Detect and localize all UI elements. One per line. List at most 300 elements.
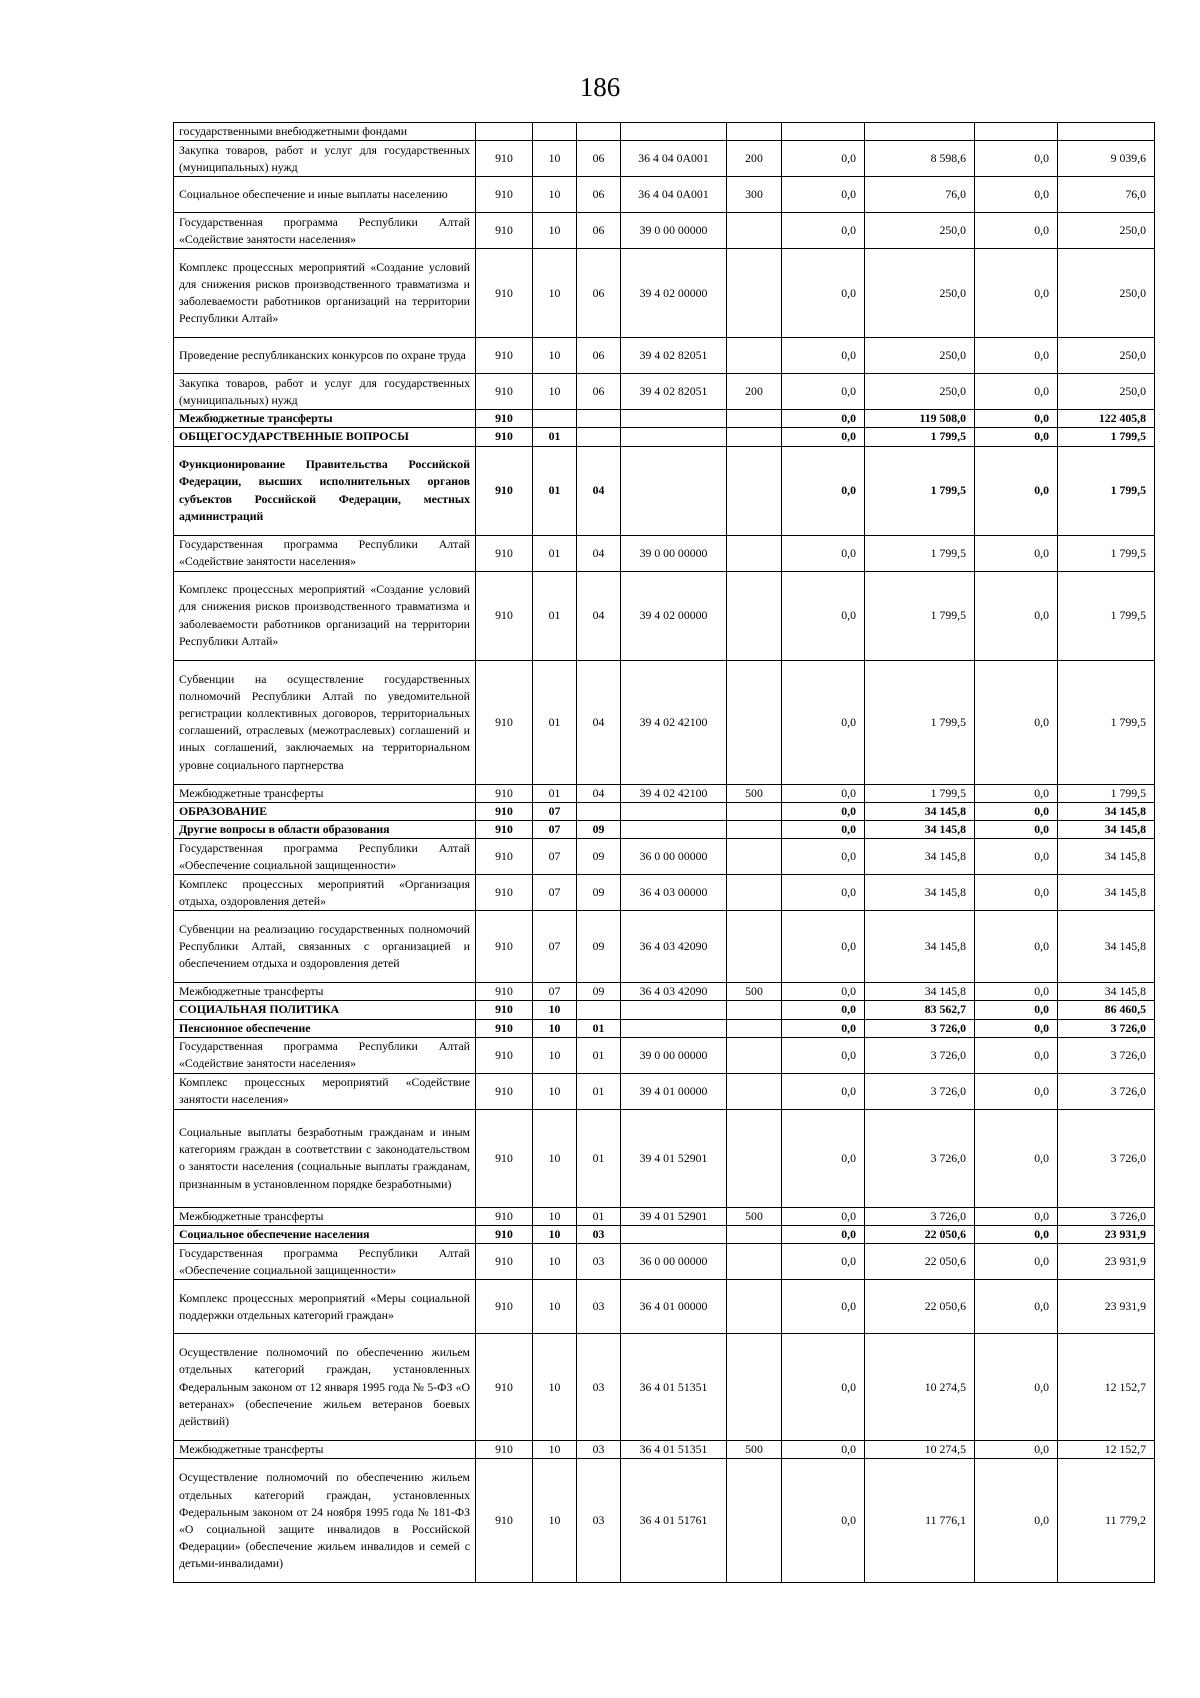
expense-type-cell: 500 bbox=[727, 983, 782, 1001]
target-article-cell: 36 4 03 42090 bbox=[621, 911, 727, 983]
amount-4-cell: 1 799,5 bbox=[1058, 660, 1155, 784]
subsection-code-cell: 04 bbox=[577, 446, 621, 535]
row-name-cell: Осуществление полномочий по обеспечению жильем отдельных категорий граждан, установленных Федеральным законом от 12 января 1995 года № 5-ФЗ «О ветеранах» (обеспечение жильем ветеранов боевых действий) bbox=[174, 1334, 476, 1441]
row-name-cell: Межбюджетные трансферты bbox=[174, 784, 476, 802]
expense-type-cell bbox=[727, 1037, 782, 1073]
amount-4-cell: 250,0 bbox=[1058, 338, 1155, 374]
amount-3-cell: 0,0 bbox=[975, 1244, 1058, 1280]
amount-2-cell: 34 145,8 bbox=[865, 839, 975, 875]
amount-1-cell: 0,0 bbox=[782, 446, 865, 535]
target-article-cell: 39 4 01 00000 bbox=[621, 1073, 727, 1109]
target-article-cell: 39 4 01 52901 bbox=[621, 1109, 727, 1207]
ministry-code-cell: 910 bbox=[476, 535, 533, 571]
amount-1-cell: 0,0 bbox=[782, 141, 865, 177]
row-name-cell: Комплекс процессных мероприятий «Организация отдыха, оздоровления детей» bbox=[174, 875, 476, 911]
ministry-code-cell: 910 bbox=[476, 428, 533, 446]
amount-3-cell: 0,0 bbox=[975, 141, 1058, 177]
table-row bbox=[174, 1037, 1155, 1073]
target-article-cell: 39 4 01 52901 bbox=[621, 1207, 727, 1225]
amount-2-cell: 1 799,5 bbox=[865, 446, 975, 535]
table-row bbox=[174, 123, 1155, 141]
row-name-cell: Государственная программа Республики Алтай «Обеспечение социальной защищенности» bbox=[174, 1244, 476, 1280]
amount-2-cell bbox=[865, 123, 975, 141]
expense-type-cell bbox=[727, 911, 782, 983]
target-article-cell: 36 0 00 00000 bbox=[621, 1244, 727, 1280]
expense-type-cell bbox=[727, 875, 782, 911]
amount-2-cell: 3 726,0 bbox=[865, 1073, 975, 1109]
target-article-cell: 39 4 02 42100 bbox=[621, 784, 727, 802]
section-code-cell: 10 bbox=[533, 1244, 577, 1280]
table-row bbox=[174, 911, 1155, 983]
row-name-cell: Другие вопросы в области образования bbox=[174, 821, 476, 839]
table-row bbox=[174, 1459, 1155, 1583]
row-name-cell: Социальное обеспечение населения bbox=[174, 1226, 476, 1244]
amount-2-cell: 1 799,5 bbox=[865, 535, 975, 571]
expense-type-cell bbox=[727, 1459, 782, 1583]
row-name-cell: Государственная программа Республики Алтай «Содействие занятости населения» bbox=[174, 535, 476, 571]
row-name-cell: Государственная программа Республики Алтай «Обеспечение социальной защищенности» bbox=[174, 839, 476, 875]
row-name-cell: Комплекс процессных мероприятий «Создание условий для снижения рисков производственного травматизма и заболеваемости работников организаций на территории Республики Алтай» bbox=[174, 571, 476, 660]
amount-3-cell: 0,0 bbox=[975, 428, 1058, 446]
amount-4-cell: 76,0 bbox=[1058, 177, 1155, 213]
section-code-cell: 10 bbox=[533, 1226, 577, 1244]
target-article-cell: 36 4 01 51351 bbox=[621, 1334, 727, 1441]
amount-4-cell: 3 726,0 bbox=[1058, 1037, 1155, 1073]
ministry-code-cell: 910 bbox=[476, 983, 533, 1001]
ministry-code-cell: 910 bbox=[476, 141, 533, 177]
amount-4-cell: 34 145,8 bbox=[1058, 802, 1155, 820]
table-row bbox=[174, 1226, 1155, 1244]
table-row bbox=[174, 1207, 1155, 1225]
ministry-code-cell: 910 bbox=[476, 177, 533, 213]
ministry-code-cell: 910 bbox=[476, 784, 533, 802]
table-body bbox=[174, 123, 1155, 1583]
target-article-cell: 39 0 00 00000 bbox=[621, 535, 727, 571]
target-article-cell bbox=[621, 410, 727, 428]
amount-3-cell: 0,0 bbox=[975, 410, 1058, 428]
ministry-code-cell: 910 bbox=[476, 249, 533, 338]
amount-2-cell: 3 726,0 bbox=[865, 1109, 975, 1207]
section-code-cell: 10 bbox=[533, 1037, 577, 1073]
subsection-code-cell: 06 bbox=[577, 338, 621, 374]
amount-1-cell: 0,0 bbox=[782, 1226, 865, 1244]
expense-type-cell bbox=[727, 1226, 782, 1244]
row-name-cell: Субвенции на осуществление государственных полномочий Республики Алтай по уведомительной регистрации коллективных договоров, территориальных соглашений, отраслевых (межотраслевых) соглашений и иных соглашений, заключаемых на территориальном уровне социального партнерства bbox=[174, 660, 476, 784]
amount-3-cell: 0,0 bbox=[975, 1226, 1058, 1244]
ministry-code-cell: 910 bbox=[476, 1459, 533, 1583]
amount-1-cell bbox=[782, 123, 865, 141]
amount-1-cell: 0,0 bbox=[782, 1459, 865, 1583]
section-code-cell: 07 bbox=[533, 983, 577, 1001]
subsection-code-cell bbox=[577, 410, 621, 428]
amount-2-cell: 22 050,6 bbox=[865, 1226, 975, 1244]
amount-3-cell: 0,0 bbox=[975, 1334, 1058, 1441]
amount-1-cell: 0,0 bbox=[782, 802, 865, 820]
amount-1-cell: 0,0 bbox=[782, 1207, 865, 1225]
amount-1-cell: 0,0 bbox=[782, 177, 865, 213]
subsection-code-cell: 01 bbox=[577, 1019, 621, 1037]
amount-3-cell: 0,0 bbox=[975, 1037, 1058, 1073]
section-code-cell: 01 bbox=[533, 446, 577, 535]
expense-type-cell bbox=[727, 839, 782, 875]
table-row bbox=[174, 141, 1155, 177]
amount-4-cell: 86 460,5 bbox=[1058, 1001, 1155, 1019]
expense-type-cell bbox=[727, 1109, 782, 1207]
amount-3-cell: 0,0 bbox=[975, 784, 1058, 802]
expense-type-cell bbox=[727, 571, 782, 660]
subsection-code-cell bbox=[577, 1001, 621, 1019]
subsection-code-cell: 06 bbox=[577, 374, 621, 410]
row-name-cell: Межбюджетные трансферты bbox=[174, 1207, 476, 1225]
section-code-cell: 10 bbox=[533, 1073, 577, 1109]
amount-3-cell: 0,0 bbox=[975, 821, 1058, 839]
ministry-code-cell: 910 bbox=[476, 338, 533, 374]
section-code-cell: 07 bbox=[533, 802, 577, 820]
amount-1-cell: 0,0 bbox=[782, 1019, 865, 1037]
amount-2-cell: 83 562,7 bbox=[865, 1001, 975, 1019]
amount-4-cell: 11 779,2 bbox=[1058, 1459, 1155, 1583]
amount-3-cell: 0,0 bbox=[975, 1073, 1058, 1109]
table-row bbox=[174, 177, 1155, 213]
subsection-code-cell: 06 bbox=[577, 177, 621, 213]
table-row bbox=[174, 374, 1155, 410]
target-article-cell: 36 4 03 42090 bbox=[621, 983, 727, 1001]
amount-4-cell: 3 726,0 bbox=[1058, 1073, 1155, 1109]
subsection-code-cell: 06 bbox=[577, 141, 621, 177]
target-article-cell bbox=[621, 821, 727, 839]
subsection-code-cell: 01 bbox=[577, 1037, 621, 1073]
amount-3-cell: 0,0 bbox=[975, 1441, 1058, 1459]
amount-4-cell: 34 145,8 bbox=[1058, 983, 1155, 1001]
amount-4-cell: 23 931,9 bbox=[1058, 1226, 1155, 1244]
section-code-cell: 07 bbox=[533, 821, 577, 839]
amount-4-cell: 1 799,5 bbox=[1058, 446, 1155, 535]
amount-2-cell: 11 776,1 bbox=[865, 1459, 975, 1583]
row-name-cell: Закупка товаров, работ и услуг для государственных (муниципальных) нужд bbox=[174, 374, 476, 410]
ministry-code-cell: 910 bbox=[476, 875, 533, 911]
row-name-cell: ОБРАЗОВАНИЕ bbox=[174, 802, 476, 820]
amount-2-cell: 250,0 bbox=[865, 249, 975, 338]
section-code-cell: 10 bbox=[533, 1280, 577, 1334]
amount-4-cell: 34 145,8 bbox=[1058, 839, 1155, 875]
expense-type-cell bbox=[727, 535, 782, 571]
section-code-cell: 10 bbox=[533, 1019, 577, 1037]
amount-1-cell: 0,0 bbox=[782, 535, 865, 571]
row-name-cell: Функционирование Правительства Российской Федерации, высших исполнительных органов субъектов Российской Федерации, местных администраций bbox=[174, 446, 476, 535]
amount-3-cell: 0,0 bbox=[975, 1109, 1058, 1207]
target-article-cell: 36 0 00 00000 bbox=[621, 839, 727, 875]
table-row bbox=[174, 1019, 1155, 1037]
amount-2-cell: 250,0 bbox=[865, 213, 975, 249]
ministry-code-cell: 910 bbox=[476, 821, 533, 839]
amount-2-cell: 10 274,5 bbox=[865, 1441, 975, 1459]
amount-4-cell: 23 931,9 bbox=[1058, 1244, 1155, 1280]
amount-3-cell: 0,0 bbox=[975, 1459, 1058, 1583]
table-row bbox=[174, 784, 1155, 802]
expense-type-cell bbox=[727, 821, 782, 839]
target-article-cell: 36 4 04 0А001 bbox=[621, 141, 727, 177]
expense-type-cell bbox=[727, 428, 782, 446]
amount-2-cell: 3 726,0 bbox=[865, 1207, 975, 1225]
section-code-cell: 10 bbox=[533, 177, 577, 213]
row-name-cell: Проведение республиканских конкурсов по охране труда bbox=[174, 338, 476, 374]
amount-2-cell: 34 145,8 bbox=[865, 983, 975, 1001]
amount-2-cell: 34 145,8 bbox=[865, 802, 975, 820]
amount-3-cell: 0,0 bbox=[975, 802, 1058, 820]
amount-1-cell: 0,0 bbox=[782, 821, 865, 839]
expense-type-cell: 500 bbox=[727, 1441, 782, 1459]
amount-2-cell: 1 799,5 bbox=[865, 571, 975, 660]
expense-type-cell: 300 bbox=[727, 177, 782, 213]
amount-3-cell: 0,0 bbox=[975, 213, 1058, 249]
section-code-cell: 10 bbox=[533, 1459, 577, 1583]
amount-4-cell: 34 145,8 bbox=[1058, 911, 1155, 983]
subsection-code-cell: 09 bbox=[577, 821, 621, 839]
ministry-code-cell: 910 bbox=[476, 213, 533, 249]
row-name-cell: Социальные выплаты безработным гражданам и иным категориям граждан в соответствии с законодательством о занятости населения (социальные выплаты гражданам, признанным в установленном порядке безработными) bbox=[174, 1109, 476, 1207]
section-code-cell: 10 bbox=[533, 1109, 577, 1207]
amount-4-cell: 1 799,5 bbox=[1058, 428, 1155, 446]
section-code-cell: 10 bbox=[533, 141, 577, 177]
ministry-code-cell: 910 bbox=[476, 1441, 533, 1459]
ministry-code-cell: 910 bbox=[476, 571, 533, 660]
ministry-code-cell: 910 bbox=[476, 911, 533, 983]
amount-1-cell: 0,0 bbox=[782, 784, 865, 802]
target-article-cell bbox=[621, 446, 727, 535]
table-row bbox=[174, 660, 1155, 784]
amount-4-cell: 12 152,7 bbox=[1058, 1441, 1155, 1459]
amount-3-cell: 0,0 bbox=[975, 1001, 1058, 1019]
target-article-cell: 36 4 01 51351 bbox=[621, 1441, 727, 1459]
row-name-cell: Комплекс процессных мероприятий «Создание условий для снижения рисков производственного травматизма и заболеваемости работников организаций на территории Республики Алтай» bbox=[174, 249, 476, 338]
section-code-cell: 10 bbox=[533, 1441, 577, 1459]
amount-1-cell: 0,0 bbox=[782, 839, 865, 875]
row-name-cell: ОБЩЕГОСУДАРСТВЕННЫЕ ВОПРОСЫ bbox=[174, 428, 476, 446]
section-code-cell: 10 bbox=[533, 1334, 577, 1441]
amount-4-cell: 34 145,8 bbox=[1058, 821, 1155, 839]
table-row bbox=[174, 875, 1155, 911]
row-name-cell: Комплекс процессных мероприятий «Содействие занятости населения» bbox=[174, 1073, 476, 1109]
target-article-cell bbox=[621, 123, 727, 141]
section-code-cell: 01 bbox=[533, 660, 577, 784]
ministry-code-cell: 910 bbox=[476, 1280, 533, 1334]
expense-type-cell bbox=[727, 1334, 782, 1441]
table-row bbox=[174, 1334, 1155, 1441]
amount-1-cell: 0,0 bbox=[782, 410, 865, 428]
ministry-code-cell: 910 bbox=[476, 1073, 533, 1109]
amount-2-cell: 8 598,6 bbox=[865, 141, 975, 177]
amount-2-cell: 22 050,6 bbox=[865, 1280, 975, 1334]
subsection-code-cell: 03 bbox=[577, 1280, 621, 1334]
amount-1-cell: 0,0 bbox=[782, 983, 865, 1001]
row-name-cell: Государственная программа Республики Алтай «Содействие занятости населения» bbox=[174, 213, 476, 249]
amount-1-cell: 0,0 bbox=[782, 213, 865, 249]
subsection-code-cell: 04 bbox=[577, 660, 621, 784]
target-article-cell: 36 4 03 00000 bbox=[621, 875, 727, 911]
amount-3-cell: 0,0 bbox=[975, 571, 1058, 660]
row-name-cell: государственными внебюджетными фондами bbox=[174, 123, 476, 141]
amount-2-cell: 22 050,6 bbox=[865, 1244, 975, 1280]
amount-3-cell: 0,0 bbox=[975, 338, 1058, 374]
expense-type-cell bbox=[727, 1280, 782, 1334]
subsection-code-cell: 03 bbox=[577, 1459, 621, 1583]
page-number: 186 bbox=[579, 72, 621, 102]
subsection-code-cell: 09 bbox=[577, 875, 621, 911]
target-article-cell: 36 4 04 0А001 bbox=[621, 177, 727, 213]
amount-4-cell: 12 152,7 bbox=[1058, 1334, 1155, 1441]
table-row bbox=[174, 839, 1155, 875]
row-name-cell: Субвенции на реализацию государственных полномочий Республики Алтай, связанных с организацией и обеспечением отдыха и оздоровления детей bbox=[174, 911, 476, 983]
amount-3-cell: 0,0 bbox=[975, 1019, 1058, 1037]
table-row bbox=[174, 249, 1155, 338]
amount-1-cell: 0,0 bbox=[782, 374, 865, 410]
subsection-code-cell: 06 bbox=[577, 249, 621, 338]
amount-3-cell: 0,0 bbox=[975, 875, 1058, 911]
target-article-cell: 36 4 01 51761 bbox=[621, 1459, 727, 1583]
subsection-code-cell: 04 bbox=[577, 535, 621, 571]
ministry-code-cell: 910 bbox=[476, 1244, 533, 1280]
amount-1-cell: 0,0 bbox=[782, 428, 865, 446]
table-row bbox=[174, 821, 1155, 839]
amount-2-cell: 1 799,5 bbox=[865, 428, 975, 446]
table-row bbox=[174, 802, 1155, 820]
target-article-cell bbox=[621, 1001, 727, 1019]
subsection-code-cell: 04 bbox=[577, 784, 621, 802]
row-name-cell: Пенсионное обеспечение bbox=[174, 1019, 476, 1037]
amount-3-cell: 0,0 bbox=[975, 177, 1058, 213]
expense-type-cell bbox=[727, 338, 782, 374]
ministry-code-cell bbox=[476, 123, 533, 141]
table-row bbox=[174, 428, 1155, 446]
amount-3-cell: 0,0 bbox=[975, 446, 1058, 535]
amount-3-cell: 0,0 bbox=[975, 1280, 1058, 1334]
amount-4-cell: 250,0 bbox=[1058, 374, 1155, 410]
ministry-code-cell: 910 bbox=[476, 1207, 533, 1225]
amount-4-cell bbox=[1058, 123, 1155, 141]
amount-2-cell: 250,0 bbox=[865, 374, 975, 410]
section-code-cell: 07 bbox=[533, 839, 577, 875]
expense-type-cell bbox=[727, 410, 782, 428]
section-code-cell: 10 bbox=[533, 374, 577, 410]
amount-2-cell: 10 274,5 bbox=[865, 1334, 975, 1441]
ministry-code-cell: 910 bbox=[476, 1109, 533, 1207]
table-row bbox=[174, 535, 1155, 571]
amount-3-cell bbox=[975, 123, 1058, 141]
amount-4-cell: 34 145,8 bbox=[1058, 875, 1155, 911]
target-article-cell bbox=[621, 1226, 727, 1244]
amount-4-cell: 23 931,9 bbox=[1058, 1280, 1155, 1334]
section-code-cell: 07 bbox=[533, 875, 577, 911]
amount-3-cell: 0,0 bbox=[975, 839, 1058, 875]
amount-1-cell: 0,0 bbox=[782, 1280, 865, 1334]
amount-4-cell: 3 726,0 bbox=[1058, 1109, 1155, 1207]
expense-type-cell bbox=[727, 446, 782, 535]
amount-3-cell: 0,0 bbox=[975, 660, 1058, 784]
ministry-code-cell: 910 bbox=[476, 1226, 533, 1244]
amount-2-cell: 34 145,8 bbox=[865, 911, 975, 983]
amount-3-cell: 0,0 bbox=[975, 983, 1058, 1001]
amount-1-cell: 0,0 bbox=[782, 338, 865, 374]
subsection-code-cell: 03 bbox=[577, 1334, 621, 1441]
row-name-cell: Осуществление полномочий по обеспечению жильем отдельных категорий граждан, установленных Федеральным законом от 24 ноября 1995 года № 181-ФЗ «О социальной защите инвалидов в Российской Федерации» (обеспечение жильем инвалидов и семей с детьми-инвалидами) bbox=[174, 1459, 476, 1583]
amount-1-cell: 0,0 bbox=[782, 249, 865, 338]
subsection-code-cell: 01 bbox=[577, 1109, 621, 1207]
expense-type-cell bbox=[727, 1001, 782, 1019]
expense-type-cell bbox=[727, 660, 782, 784]
amount-4-cell: 122 405,8 bbox=[1058, 410, 1155, 428]
table-row bbox=[174, 1280, 1155, 1334]
ministry-code-cell: 910 bbox=[476, 410, 533, 428]
amount-2-cell: 1 799,5 bbox=[865, 784, 975, 802]
subsection-code-cell: 09 bbox=[577, 839, 621, 875]
expense-type-cell bbox=[727, 1073, 782, 1109]
amount-1-cell: 0,0 bbox=[782, 660, 865, 784]
amount-1-cell: 0,0 bbox=[782, 1037, 865, 1073]
table-row bbox=[174, 1441, 1155, 1459]
row-name-cell: Межбюджетные трансферты bbox=[174, 410, 476, 428]
table-row bbox=[174, 571, 1155, 660]
target-article-cell: 39 4 02 00000 bbox=[621, 249, 727, 338]
subsection-code-cell: 03 bbox=[577, 1441, 621, 1459]
table-row bbox=[174, 1001, 1155, 1019]
amount-4-cell: 1 799,5 bbox=[1058, 571, 1155, 660]
amount-2-cell: 3 726,0 bbox=[865, 1037, 975, 1073]
subsection-code-cell: 03 bbox=[577, 1226, 621, 1244]
section-code-cell bbox=[533, 410, 577, 428]
ministry-code-cell: 910 bbox=[476, 446, 533, 535]
section-code-cell: 01 bbox=[533, 784, 577, 802]
section-code-cell: 10 bbox=[533, 249, 577, 338]
subsection-code-cell: 01 bbox=[577, 1073, 621, 1109]
expense-type-cell: 200 bbox=[727, 141, 782, 177]
amount-3-cell: 0,0 bbox=[975, 1207, 1058, 1225]
row-name-cell: Межбюджетные трансферты bbox=[174, 1441, 476, 1459]
target-article-cell: 39 4 02 82051 bbox=[621, 374, 727, 410]
section-code-cell: 10 bbox=[533, 1001, 577, 1019]
subsection-code-cell: 06 bbox=[577, 213, 621, 249]
amount-3-cell: 0,0 bbox=[975, 535, 1058, 571]
section-code-cell: 01 bbox=[533, 428, 577, 446]
section-code-cell: 10 bbox=[533, 338, 577, 374]
subsection-code-cell bbox=[577, 802, 621, 820]
table-row bbox=[174, 338, 1155, 374]
amount-4-cell: 250,0 bbox=[1058, 213, 1155, 249]
table-row bbox=[174, 1073, 1155, 1109]
section-code-cell: 07 bbox=[533, 911, 577, 983]
subsection-code-cell: 04 bbox=[577, 571, 621, 660]
ministry-code-cell: 910 bbox=[476, 660, 533, 784]
subsection-code-cell bbox=[577, 123, 621, 141]
amount-2-cell: 34 145,8 bbox=[865, 821, 975, 839]
target-article-cell: 39 4 02 42100 bbox=[621, 660, 727, 784]
amount-4-cell: 250,0 bbox=[1058, 249, 1155, 338]
ministry-code-cell: 910 bbox=[476, 1334, 533, 1441]
amount-3-cell: 0,0 bbox=[975, 374, 1058, 410]
expense-type-cell bbox=[727, 213, 782, 249]
ministry-code-cell: 910 bbox=[476, 374, 533, 410]
amount-3-cell: 0,0 bbox=[975, 249, 1058, 338]
row-name-cell: Государственная программа Республики Алтай «Содействие занятости населения» bbox=[174, 1037, 476, 1073]
expense-type-cell bbox=[727, 249, 782, 338]
row-name-cell: Социальное обеспечение и иные выплаты населению bbox=[174, 177, 476, 213]
row-name-cell: СОЦИАЛЬНАЯ ПОЛИТИКА bbox=[174, 1001, 476, 1019]
row-name-cell: Закупка товаров, работ и услуг для государственных (муниципальных) нужд bbox=[174, 141, 476, 177]
target-article-cell bbox=[621, 802, 727, 820]
amount-1-cell: 0,0 bbox=[782, 1109, 865, 1207]
table-row bbox=[174, 213, 1155, 249]
amount-4-cell: 1 799,5 bbox=[1058, 535, 1155, 571]
table-row bbox=[174, 1109, 1155, 1207]
